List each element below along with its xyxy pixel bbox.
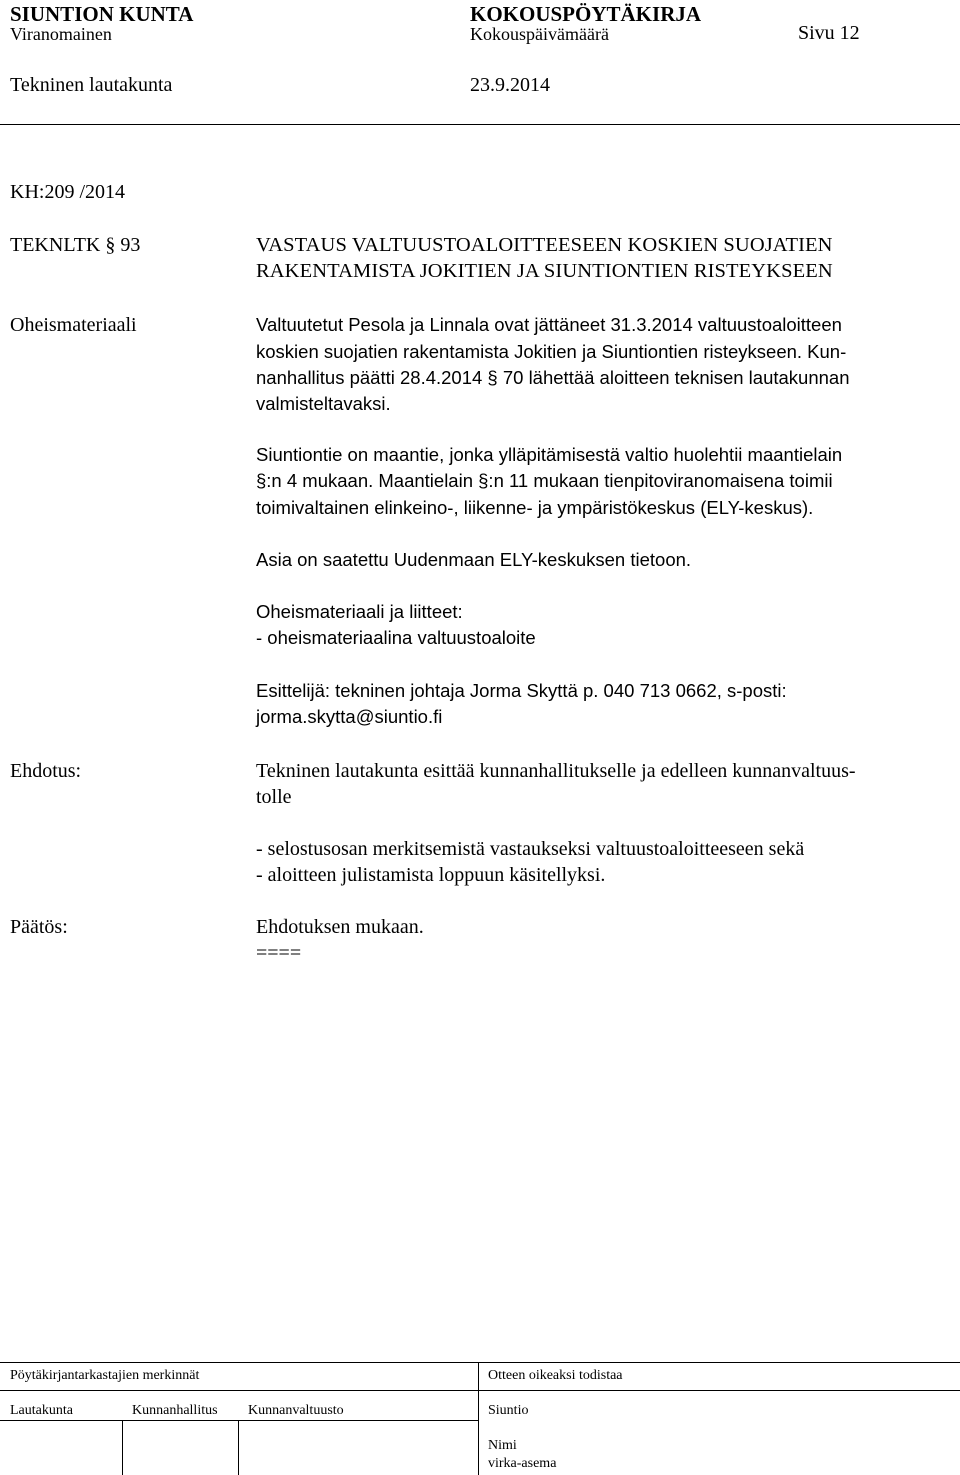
paragraph-2-line-3: toimivaltainen elinkeino-, liikenne- ja ympäristökeskus (ELY-keskus).	[256, 497, 814, 518]
paragraph-1-line-4: valmisteltavaksi.	[256, 393, 391, 414]
decision-text: Ehdotuksen mukaan.	[256, 916, 424, 938]
proposal-line-2: tolle	[256, 786, 292, 808]
footer-top-border	[0, 1362, 960, 1363]
meeting-date: 23.9.2014	[470, 74, 550, 96]
footer-name-label: Nimi	[488, 1438, 517, 1453]
paragraph-1-line-2: koskien suojatien rakentamista Jokitien ja Siuntiontien risteykseen. Kun-	[256, 341, 847, 362]
checkers-label: Pöytäkirjantarkastajien merkinnät	[10, 1368, 200, 1383]
proposal-line-1: Tekninen lautakunta esittää kunnanhallitukselle ja edelleen kunnanvaltuus-	[256, 760, 856, 782]
meeting-date-label: Kokouspäivämäärä	[470, 24, 609, 44]
proposal-item-2: - aloitteen julistamista loppuun käsitellyksi.	[256, 864, 606, 886]
case-title-line-2: RAKENTAMISTA JOKITIEN JA SIUNTIONTIEN RISTEYKSEEN	[256, 260, 833, 282]
footer-center-divider	[478, 1362, 479, 1475]
header-divider	[0, 124, 960, 125]
paragraph-2-line-1: Siuntiontie on maantie, jonka ylläpitämisestä valtio huolehtii maantielain	[256, 444, 843, 465]
authority-name: Tekninen lautakunta	[10, 74, 173, 96]
proposal-label: Ehdotus:	[10, 760, 82, 782]
footer-title-label: virka-asema	[488, 1456, 557, 1471]
tlk-reference: TEKNLTK § 93	[10, 234, 141, 256]
document-type: KOKOUSPÖYTÄKIRJA	[470, 2, 702, 26]
presenter-line-1: Esittelijä: tekninen johtaja Jorma Skyttä p. 040 713 0662, s-posti:	[256, 680, 787, 701]
footer-col-council: Kunnanvaltuusto	[248, 1403, 344, 1418]
paragraph-1-line-3: nanhallitus päätti 28.4.2014 § 70 lähettää aloitteen teknisen lautakunnan	[256, 367, 850, 388]
footer-col-divider-2	[238, 1420, 239, 1475]
decision-label: Päätös:	[10, 916, 68, 938]
presenter-email: jorma.skytta@siuntio.fi	[256, 706, 443, 727]
footer-row-border	[0, 1390, 960, 1391]
footer-col-divider-1	[122, 1420, 123, 1475]
organization-name: SIUNTION KUNTA	[10, 2, 194, 26]
paragraph-3: Asia on saatettu Uudenmaan ELY-keskuksen tietoon.	[256, 549, 692, 570]
attachment-label: Oheismateriaali	[10, 314, 137, 336]
paragraph-2-line-2: §:n 4 mukaan. Maantielain §:n 11 mukaan tienpitoviranomaisena toimii	[256, 470, 833, 491]
authority-label: Viranomainen	[10, 24, 112, 44]
footer-place: Siuntio	[488, 1403, 529, 1418]
paragraph-1-line-1: Valtuutetut Pesola ja Linnala ovat jättäneet 31.3.2014 valtuustoaloitteen	[256, 314, 842, 335]
certified-label: Otteen oikeaksi todistaa	[488, 1368, 623, 1383]
case-title-line-1: VASTAUS VALTUUSTOALOITTEESEEN KOSKIEN SUOJATIEN	[256, 234, 833, 256]
footer-signature-border	[0, 1420, 478, 1421]
end-mark: ====	[256, 942, 302, 964]
attachment-item: - oheismateriaalina valtuustoaloite	[256, 627, 536, 648]
footer-col-municipal-board: Kunnanhallitus	[132, 1403, 218, 1418]
footer-col-board: Lautakunta	[10, 1403, 73, 1418]
proposal-item-1: - selostusosan merkitsemistä vastaukseksi valtuustoaloitteeseen sekä	[256, 838, 805, 860]
page-number: Sivu 12	[798, 22, 860, 44]
attachments-heading: Oheismateriaali ja liitteet:	[256, 601, 463, 622]
kh-reference: KH:209 /2014	[10, 181, 125, 203]
